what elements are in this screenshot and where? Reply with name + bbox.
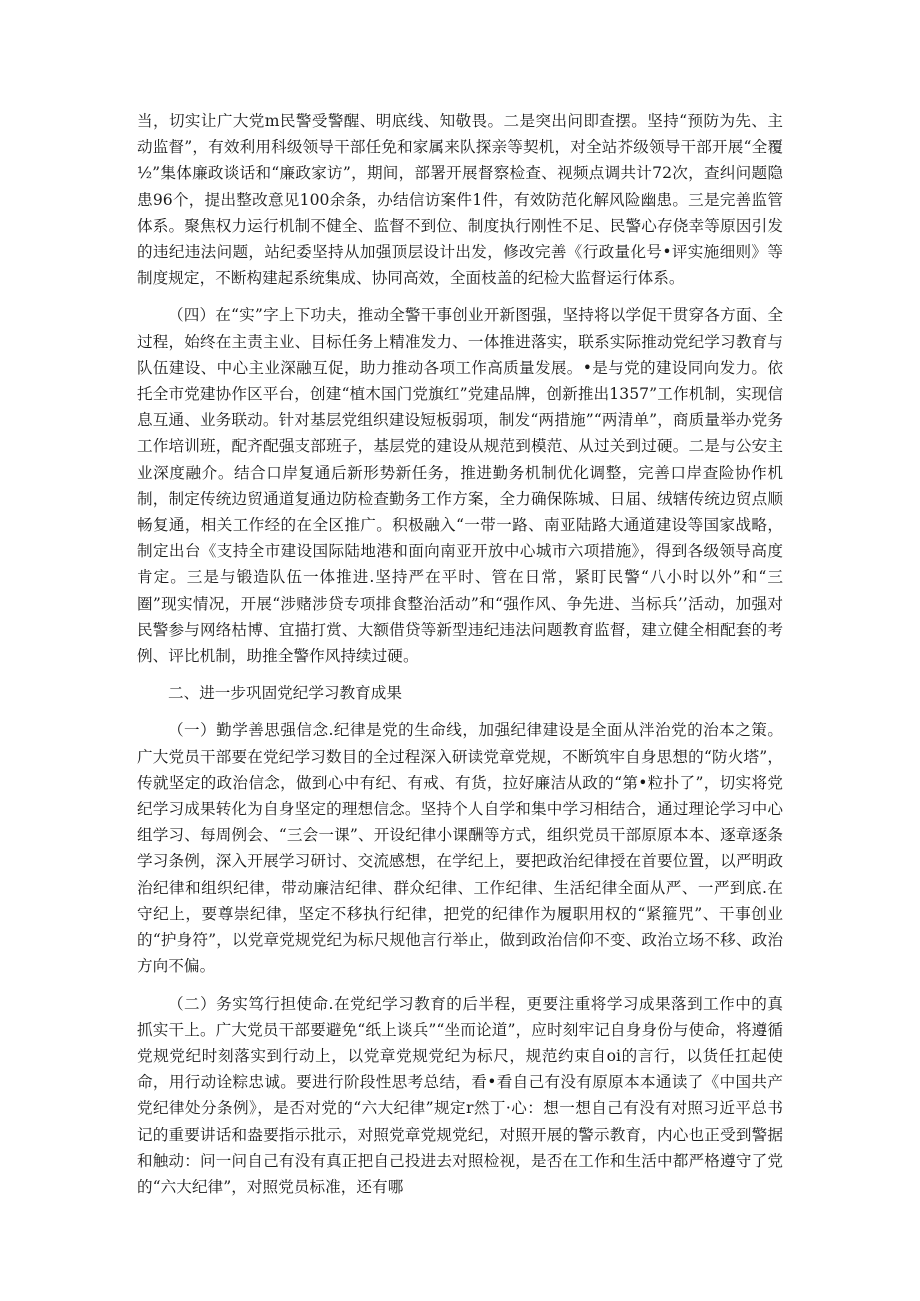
- paragraph-subsection-one: （一）勤学善思强信念.纪律是党的生命线，加强纪律建设是全面从泮治党的治本之策。广大党员干部要在党纪学习数目的全过程深入研读党章党规，不断筑牢自身思想的“防火塔”，传就坚定的政治信念，做到心中有纪、有戒、有货，拉好廉洁从政的“第•粒扑了”，切实将党纪学习成果转化为自身坚定的理想信念。坚持个人自学和集中学习相结合，通过理论学习中心组学习、每周例会、“三会一课”、开设纪律小课酬等方式，组织党员干部原原本本、逐章逐条学习条例，深入开展学习研讨、交流感想，在学纪上，要把政治纪律授在首要位置，以严明政治纪律和组织纪律，带动廉洁纪律、群众纪律、工作纪律、生活纪律全面从严、一严到底.在守纪上，要尊崇纪律，坚定不移执行纪律，把党的纪律作为履职用权的“紧箍咒”、干事创业的“护身符”，以党章党规党纪为标尺规他言行举止，做到政治信仰不变、政治立场不移、政治方向不偏。: [137, 721, 783, 976]
- paragraph-continuation: 当，切实让广大党m民警受警醒、明底线、知敬畏。二是突出问即查摆。坚持“预防为先、主动监督”，有效利用科级领导干部任免和家属来队探亲等契机，对全站芥级领导干部开展“全覆½”集体廉政谈话和“廉政家访”，期间，部署开展督察检查、视频点调共计72次，查纠问题隐患96个，提出整改意见100余条，办结信访案件1件，有效防范化解风险幽患。三是完善监管体系。聚焦权力运行机制不健全、监督不到位、制度执行刚性不足、民警心存侥幸等原因引发的违纪违法问题，站纪委坚持从加强顶层设计出发，修改完善《行政量化号•评实施细则》等制度规定，不断构建起系统集成、协同高效，全面枝盖的纪检大监督运行体系。: [137, 112, 783, 288]
- paragraph-section-four: （四）在“实”字上下功夫，推动全警干事创业开新图强，坚持将以学促干贯穿各方面、全过程，始终在主责主业、目标任务上精准发力、一体推进落实，联系实际推动党纪学习教育与队伍建设、中心主业深融互促，助力推动各项工作高质量发展。•是与党的建设同向发力。依托全市党建协作区平台，创建“植木国门党旗红”党建品牌，创新推出1357”工作机制，实现信息互通、业务联动。针对基层党组织建设短板弱项，制发“两措施”“两清单”，商质量举办党务工作培训班，配齐配强支部班子，基层党的建设从规范到模范、从过关到过硬。二是与公安主业深度融介。结合口岸复通后新形势新任务，推进勤务机制优化调整，完善口岸查险协作机制，制定传统边贸通道复通边防检查勤务工作方案，全力确保陈城、日届、绒辖传统边贸点顺畅复通，相关工作经的在全区推广。积极融入“一带一路、南亚陆路大通道建设等国家战略，制定出台《支持全市建设国际陆地港和面向南亚开放中心城市六项措施》，得到各级领导高度肯定。三是与锻造队伍一体推进.坚持严在平时、管在日常，紧盯民警“八小时以外”和“三圈”现实情况，开展“涉赌涉贷专项排食整治活动”和“强作风、争先进、当标兵’’活动，加强对民警参与网络枯博、宜描打赏、大额借贷等新型违纪违法问题教育监督，建立健全相配套的考例、评比机制，助推全警作风持续过硬。: [137, 306, 783, 666]
- document-page: [137, 108, 783, 1211]
- paragraph-subsection-two: （二）务实笃行担使命.在党纪学习教育的后半程，更要注重将学习成果落到工作中的真抓实干上。广大党员干部要避免“纸上谈兵”“坐而论道”，应时刻牢记自身身份与使命，将遵循党规党纪时刻落实到行动上，以党章党规党纪为标尺，规范约束自oi的言行，以货任扛起使命，用行动诠粽忠诚。要进行阶段性思考总结，看•看自己有没有原原本本通读了《中国共产党纪律处分条例》，是否对党的“六大纪律”规定r然丁·心：想一想自己有没有对照习近平总书记的重要讲话和盎要指示批示，对照党章党规党纪，对照开展的警示教育，内心也正受到警据和触动：问一问自己有没有真正把自己投进去对照检视，是否在工作和生活中都严格遵守了党的“六大纪律”，对照党员标准，还有哪: [137, 994, 783, 1196]
- section-heading-two: 二、进一步巩固党纪学习教育成果: [168, 684, 402, 703]
